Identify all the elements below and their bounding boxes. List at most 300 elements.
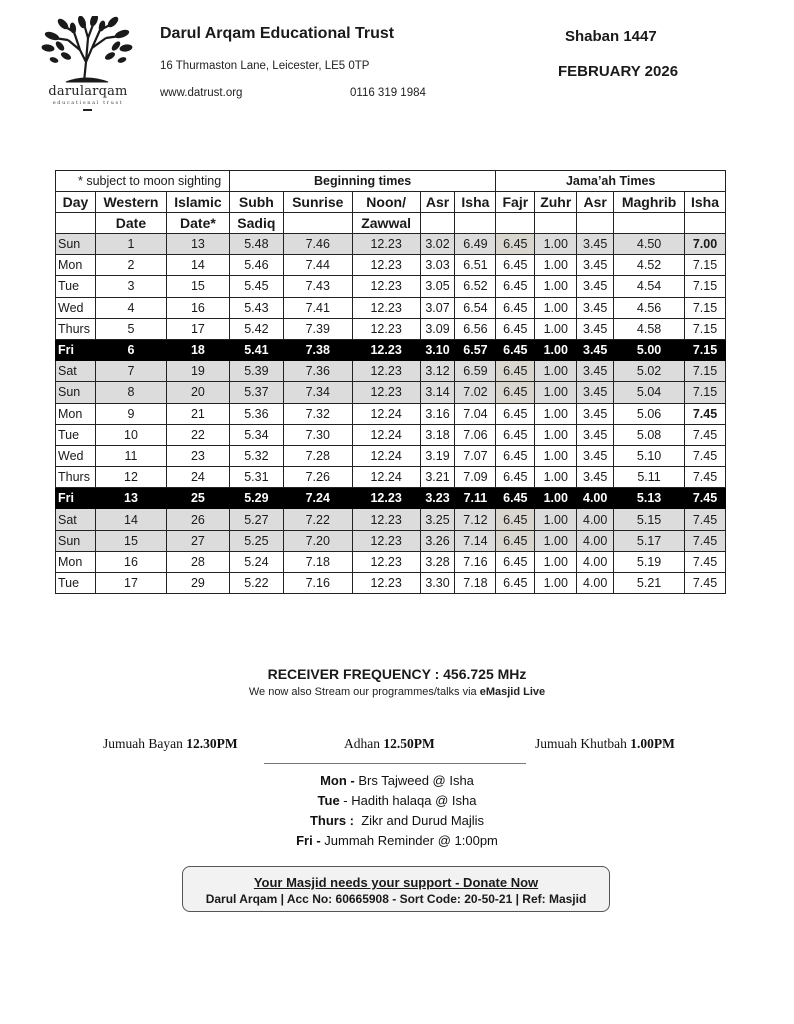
org-title: Darul Arqam Educational Trust [160,25,395,42]
asr-jamaah-cell: 3.45 [577,445,614,466]
jumuah-khutbah [535,736,675,752]
western-date-cell: 11 [95,445,166,466]
western-date-cell: 6 [95,339,166,360]
western-date-cell: 7 [95,361,166,382]
isha-begin-cell: 7.04 [455,403,496,424]
jamaah-times-header: Jama’ah Times [496,171,726,192]
fajr-jamaah-cell: 6.45 [496,297,535,318]
zawwal-cell: 12.23 [352,318,420,339]
islamic-date-cell: 28 [166,551,229,572]
western-date-cell: 3 [95,276,166,297]
zuhr-jamaah-cell: 1.00 [535,234,577,255]
schedule-day: Fri - [296,833,321,848]
isha-begin-cell: 6.49 [455,234,496,255]
zuhr-jamaah-cell: 1.00 [535,573,577,594]
org-address: 16 Thurmaston Lane, Leicester, LE5 0TP [160,60,370,72]
schedule-text: Zikr and Durud Majlis [354,813,485,828]
sunrise-cell: 7.32 [283,403,352,424]
fajr-jamaah-cell: 6.45 [496,530,535,551]
islamic-date-cell: 14 [166,255,229,276]
column-header-row-2 [56,213,726,234]
schedule-day: Tue [317,793,340,808]
schedule-item-thurs [0,813,794,828]
asr-jamaah-cell: 3.45 [577,403,614,424]
schedule-item-mon [0,773,794,788]
asr-begin-cell: 3.23 [420,488,455,509]
table-row [56,361,726,382]
western-date-cell: 2 [95,255,166,276]
col-header: Sadiq [229,213,283,234]
subh-sadiq-cell: 5.22 [229,573,283,594]
zawwal-cell: 12.23 [352,339,420,360]
subh-sadiq-cell: 5.27 [229,509,283,530]
maghrib-jamaah-cell: 4.58 [614,318,685,339]
prayer-timetable [55,170,726,594]
darularqam-logo [36,16,140,112]
zawwal-cell: 12.24 [352,467,420,488]
table-row [56,509,726,530]
isha-begin-cell: 7.12 [455,509,496,530]
islamic-date-cell: 15 [166,276,229,297]
col-header: Asr [420,192,455,213]
islamic-date-cell: 23 [166,445,229,466]
sunrise-cell: 7.39 [283,318,352,339]
bank-details: Darul Arqam | Acc No: 60665908 - Sort Code: 20-50-21 | Ref: Masjid [205,892,587,906]
col-header: Islamic [166,192,229,213]
fajr-jamaah-cell: 6.45 [496,318,535,339]
isha-begin-cell: 7.07 [455,445,496,466]
col-header [455,213,496,234]
col-header: Date* [166,213,229,234]
schedule-item-tue [0,793,794,808]
zawwal-cell: 12.24 [352,403,420,424]
asr-jamaah-cell: 4.00 [577,509,614,530]
isha-jamaah-cell: 7.15 [685,255,726,276]
day-cell: Mon [56,551,96,572]
fajr-jamaah-cell: 6.45 [496,234,535,255]
day-cell: Sun [56,234,96,255]
asr-begin-cell: 3.12 [420,361,455,382]
tree-icon [36,16,140,84]
schedule-day: Mon - [320,773,355,788]
maghrib-jamaah-cell: 5.02 [614,361,685,382]
isha-jamaah-cell: 7.15 [685,339,726,360]
col-header [685,213,726,234]
isha-jamaah-cell: 7.15 [685,318,726,339]
zawwal-cell: 12.23 [352,573,420,594]
fajr-jamaah-cell: 6.45 [496,488,535,509]
sunrise-cell: 7.30 [283,424,352,445]
moon-sighting-note: * subject to moon sighting [56,171,230,192]
western-date-cell: 14 [95,509,166,530]
zawwal-cell: 12.23 [352,488,420,509]
maghrib-jamaah-cell: 4.56 [614,297,685,318]
isha-jamaah-cell: 7.45 [685,530,726,551]
table-row [56,255,726,276]
western-date-cell: 10 [95,424,166,445]
asr-begin-cell: 3.02 [420,234,455,255]
isha-jamaah-cell: 7.15 [685,361,726,382]
beginning-times-header: Beginning times [229,171,495,192]
islamic-date-cell: 21 [166,403,229,424]
col-header: Zawwal [352,213,420,234]
zuhr-jamaah-cell: 1.00 [535,361,577,382]
subh-sadiq-cell: 5.42 [229,318,283,339]
stream-notice [0,686,794,698]
zuhr-jamaah-cell: 1.00 [535,403,577,424]
zuhr-jamaah-cell: 1.00 [535,318,577,339]
zuhr-jamaah-cell: 1.00 [535,488,577,509]
schedule-text: - Hadith halaqa @ Isha [339,793,477,808]
western-date-cell: 13 [95,488,166,509]
zawwal-cell: 12.23 [352,234,420,255]
zuhr-jamaah-cell: 1.00 [535,551,577,572]
isha-begin-cell: 6.52 [455,276,496,297]
col-header: Noon/ [352,192,420,213]
day-cell: Sun [56,530,96,551]
adhan-time: 12.50PM [383,736,435,751]
col-header: Day [56,192,96,213]
isha-jamaah-cell: 7.15 [685,297,726,318]
subh-sadiq-cell: 5.46 [229,255,283,276]
zawwal-cell: 12.23 [352,297,420,318]
table-row [56,488,726,509]
sunrise-cell: 7.41 [283,297,352,318]
isha-begin-cell: 6.51 [455,255,496,276]
day-cell: Thurs [56,467,96,488]
maghrib-jamaah-cell: 5.04 [614,382,685,403]
asr-begin-cell: 3.28 [420,551,455,572]
asr-begin-cell: 3.10 [420,339,455,360]
col-header [496,213,535,234]
sunrise-cell: 7.44 [283,255,352,276]
day-cell: Tue [56,573,96,594]
day-cell: Thurs [56,318,96,339]
isha-jamaah-cell: 7.45 [685,424,726,445]
col-header: Isha [455,192,496,213]
jumuah-bayan-label: Jumuah Bayan [103,736,187,751]
western-date-cell: 16 [95,551,166,572]
isha-begin-cell: 7.16 [455,551,496,572]
subh-sadiq-cell: 5.39 [229,361,283,382]
table-row [56,276,726,297]
isha-jamaah-cell: 7.45 [685,509,726,530]
sunrise-cell: 7.34 [283,382,352,403]
islamic-date-cell: 16 [166,297,229,318]
col-header: Western [95,192,166,213]
asr-begin-cell: 3.25 [420,509,455,530]
fajr-jamaah-cell: 6.45 [496,339,535,360]
subh-sadiq-cell: 5.43 [229,297,283,318]
logo-subtitle: educational trust [52,100,124,106]
jumuah-bayan-time: 12.30PM [186,736,238,751]
day-cell: Tue [56,276,96,297]
asr-begin-cell: 3.05 [420,276,455,297]
zuhr-jamaah-cell: 1.00 [535,276,577,297]
zuhr-jamaah-cell: 1.00 [535,424,577,445]
maghrib-jamaah-cell: 5.19 [614,551,685,572]
emasjid-live-link[interactable]: eMasjid Live [479,686,546,698]
maghrib-jamaah-cell: 5.10 [614,445,685,466]
isha-jamaah-cell: 7.45 [685,573,726,594]
zawwal-cell: 12.23 [352,551,420,572]
zuhr-jamaah-cell: 1.00 [535,382,577,403]
table-row [56,573,726,594]
fajr-jamaah-cell: 6.45 [496,424,535,445]
maghrib-jamaah-cell: 5.17 [614,530,685,551]
subh-sadiq-cell: 5.24 [229,551,283,572]
donate-now-link[interactable]: Your Masjid needs your support - Donate Now [253,875,539,890]
jumuah-bayan [103,736,238,752]
zuhr-jamaah-cell: 1.00 [535,445,577,466]
org-website[interactable]: www.datrust.org [160,87,243,99]
day-cell: Wed [56,297,96,318]
isha-jamaah-cell: 7.45 [685,467,726,488]
org-phone: 0116 319 1984 [350,87,426,99]
schedule-text: Jummah Reminder @ 1:00pm [320,833,498,848]
western-date-cell: 17 [95,573,166,594]
asr-begin-cell: 3.14 [420,382,455,403]
subh-sadiq-cell: 5.45 [229,276,283,297]
asr-jamaah-cell: 3.45 [577,339,614,360]
asr-begin-cell: 3.18 [420,424,455,445]
table-row [56,403,726,424]
sunrise-cell: 7.46 [283,234,352,255]
maghrib-jamaah-cell: 5.00 [614,339,685,360]
table-row [56,467,726,488]
subh-sadiq-cell: 5.37 [229,382,283,403]
col-header: Isha [685,192,726,213]
isha-jamaah-cell: 7.15 [685,382,726,403]
khutbah-time: 1.00PM [630,736,675,751]
western-date-cell: 9 [95,403,166,424]
asr-jamaah-cell: 3.45 [577,382,614,403]
asr-jamaah-cell: 3.45 [577,255,614,276]
asr-jamaah-cell: 4.00 [577,488,614,509]
zawwal-cell: 12.23 [352,361,420,382]
asr-jamaah-cell: 3.45 [577,361,614,382]
zuhr-jamaah-cell: 1.00 [535,297,577,318]
isha-jamaah-cell: 7.45 [685,551,726,572]
isha-jamaah-cell: 7.45 [685,445,726,466]
sunrise-cell: 7.38 [283,339,352,360]
donate-box [182,866,610,912]
adhan [344,736,435,752]
table-row [56,339,726,360]
table-row [56,445,726,466]
isha-begin-cell: 6.54 [455,297,496,318]
col-header: Date [95,213,166,234]
col-header: Sunrise [283,192,352,213]
subh-sadiq-cell: 5.41 [229,339,283,360]
isha-begin-cell: 7.18 [455,573,496,594]
asr-begin-cell: 3.09 [420,318,455,339]
western-date-cell: 4 [95,297,166,318]
day-cell: Sun [56,382,96,403]
islamic-date-cell: 19 [166,361,229,382]
sunrise-cell: 7.43 [283,276,352,297]
subh-sadiq-cell: 5.48 [229,234,283,255]
asr-jamaah-cell: 3.45 [577,318,614,339]
table-row [56,297,726,318]
zawwal-cell: 12.23 [352,530,420,551]
zawwal-cell: 12.23 [352,276,420,297]
isha-begin-cell: 7.06 [455,424,496,445]
asr-jamaah-cell: 3.45 [577,234,614,255]
zuhr-jamaah-cell: 1.00 [535,339,577,360]
day-cell: Mon [56,255,96,276]
sunrise-cell: 7.22 [283,509,352,530]
table-row [56,234,726,255]
zawwal-cell: 12.24 [352,424,420,445]
isha-begin-cell: 6.59 [455,361,496,382]
schedule-text: Brs Tajweed @ Isha [354,773,474,788]
fajr-jamaah-cell: 6.45 [496,573,535,594]
maghrib-jamaah-cell: 5.21 [614,573,685,594]
col-header [577,213,614,234]
zuhr-jamaah-cell: 1.00 [535,509,577,530]
subh-sadiq-cell: 5.29 [229,488,283,509]
fajr-jamaah-cell: 6.45 [496,509,535,530]
western-date-cell: 15 [95,530,166,551]
maghrib-jamaah-cell: 5.11 [614,467,685,488]
isha-jamaah-cell: 7.15 [685,276,726,297]
asr-jamaah-cell: 3.45 [577,467,614,488]
table-group-header [56,171,726,192]
sunrise-cell: 7.20 [283,530,352,551]
fajr-jamaah-cell: 6.45 [496,255,535,276]
zuhr-jamaah-cell: 1.00 [535,530,577,551]
col-header [614,213,685,234]
isha-begin-cell: 6.57 [455,339,496,360]
fajr-jamaah-cell: 6.45 [496,467,535,488]
col-header: Zuhr [535,192,577,213]
schedule-day: Thurs : [309,813,354,828]
fajr-jamaah-cell: 6.45 [496,445,535,466]
schedule-item-fri [0,833,794,848]
day-cell: Sat [56,361,96,382]
maghrib-jamaah-cell: 5.08 [614,424,685,445]
fajr-jamaah-cell: 6.45 [496,551,535,572]
asr-begin-cell: 3.03 [420,255,455,276]
fajr-jamaah-cell: 6.45 [496,276,535,297]
asr-jamaah-cell: 4.00 [577,551,614,572]
maghrib-jamaah-cell: 4.54 [614,276,685,297]
zawwal-cell: 12.24 [352,445,420,466]
western-date-cell: 5 [95,318,166,339]
subh-sadiq-cell: 5.32 [229,445,283,466]
divider [264,763,526,764]
subh-sadiq-cell: 5.25 [229,530,283,551]
islamic-date-cell: 22 [166,424,229,445]
day-cell: Fri [56,339,96,360]
islamic-date-cell: 13 [166,234,229,255]
col-header [420,213,455,234]
asr-jamaah-cell: 3.45 [577,276,614,297]
isha-jamaah-cell: 7.45 [685,403,726,424]
col-header: Fajr [496,192,535,213]
western-date-cell: 8 [95,382,166,403]
islamic-date-cell: 26 [166,509,229,530]
sunrise-cell: 7.36 [283,361,352,382]
table-row [56,318,726,339]
subh-sadiq-cell: 5.34 [229,424,283,445]
western-date-cell: 12 [95,467,166,488]
table-row [56,551,726,572]
islamic-date-cell: 27 [166,530,229,551]
isha-begin-cell: 7.09 [455,467,496,488]
day-cell: Fri [56,488,96,509]
islamic-date-cell: 29 [166,573,229,594]
isha-begin-cell: 6.56 [455,318,496,339]
asr-jamaah-cell: 4.00 [577,530,614,551]
zuhr-jamaah-cell: 1.00 [535,467,577,488]
sunrise-cell: 7.28 [283,445,352,466]
islamic-date-cell: 20 [166,382,229,403]
table-row [56,424,726,445]
day-cell: Sat [56,509,96,530]
islamic-date-cell: 18 [166,339,229,360]
zawwal-cell: 12.23 [352,382,420,403]
maghrib-jamaah-cell: 5.15 [614,509,685,530]
day-cell: Tue [56,424,96,445]
subh-sadiq-cell: 5.31 [229,467,283,488]
isha-jamaah-cell: 7.00 [685,234,726,255]
table-row [56,382,726,403]
fajr-jamaah-cell: 6.45 [496,361,535,382]
asr-begin-cell: 3.16 [420,403,455,424]
table-row [56,530,726,551]
zuhr-jamaah-cell: 1.00 [535,255,577,276]
col-header [283,213,352,234]
day-cell: Mon [56,403,96,424]
sunrise-cell: 7.26 [283,467,352,488]
subh-sadiq-cell: 5.36 [229,403,283,424]
col-header: Subh [229,192,283,213]
zawwal-cell: 12.23 [352,255,420,276]
logo-underline [83,109,92,111]
gregorian-month: FEBRUARY 2026 [558,63,679,80]
col-header: Maghrib [614,192,685,213]
col-header [535,213,577,234]
maghrib-jamaah-cell: 5.13 [614,488,685,509]
col-header: Asr [577,192,614,213]
western-date-cell: 1 [95,234,166,255]
fajr-jamaah-cell: 6.45 [496,382,535,403]
hijri-month: Shaban 1447 [565,28,657,45]
islamic-date-cell: 25 [166,488,229,509]
zawwal-cell: 12.23 [352,509,420,530]
isha-jamaah-cell: 7.45 [685,488,726,509]
islamic-date-cell: 24 [166,467,229,488]
column-header-row-1 [56,192,726,213]
islamic-date-cell: 17 [166,318,229,339]
isha-begin-cell: 7.14 [455,530,496,551]
col-header [56,213,96,234]
receiver-frequency: RECEIVER FREQUENCY : 456.725 MHz [267,666,527,682]
asr-begin-cell: 3.07 [420,297,455,318]
asr-begin-cell: 3.19 [420,445,455,466]
asr-jamaah-cell: 3.45 [577,297,614,318]
maghrib-jamaah-cell: 4.50 [614,234,685,255]
maghrib-jamaah-cell: 4.52 [614,255,685,276]
asr-begin-cell: 3.21 [420,467,455,488]
sunrise-cell: 7.16 [283,573,352,594]
maghrib-jamaah-cell: 5.06 [614,403,685,424]
fajr-jamaah-cell: 6.45 [496,403,535,424]
asr-begin-cell: 3.30 [420,573,455,594]
stream-text: We now also Stream our programmes/talks via [248,686,480,698]
